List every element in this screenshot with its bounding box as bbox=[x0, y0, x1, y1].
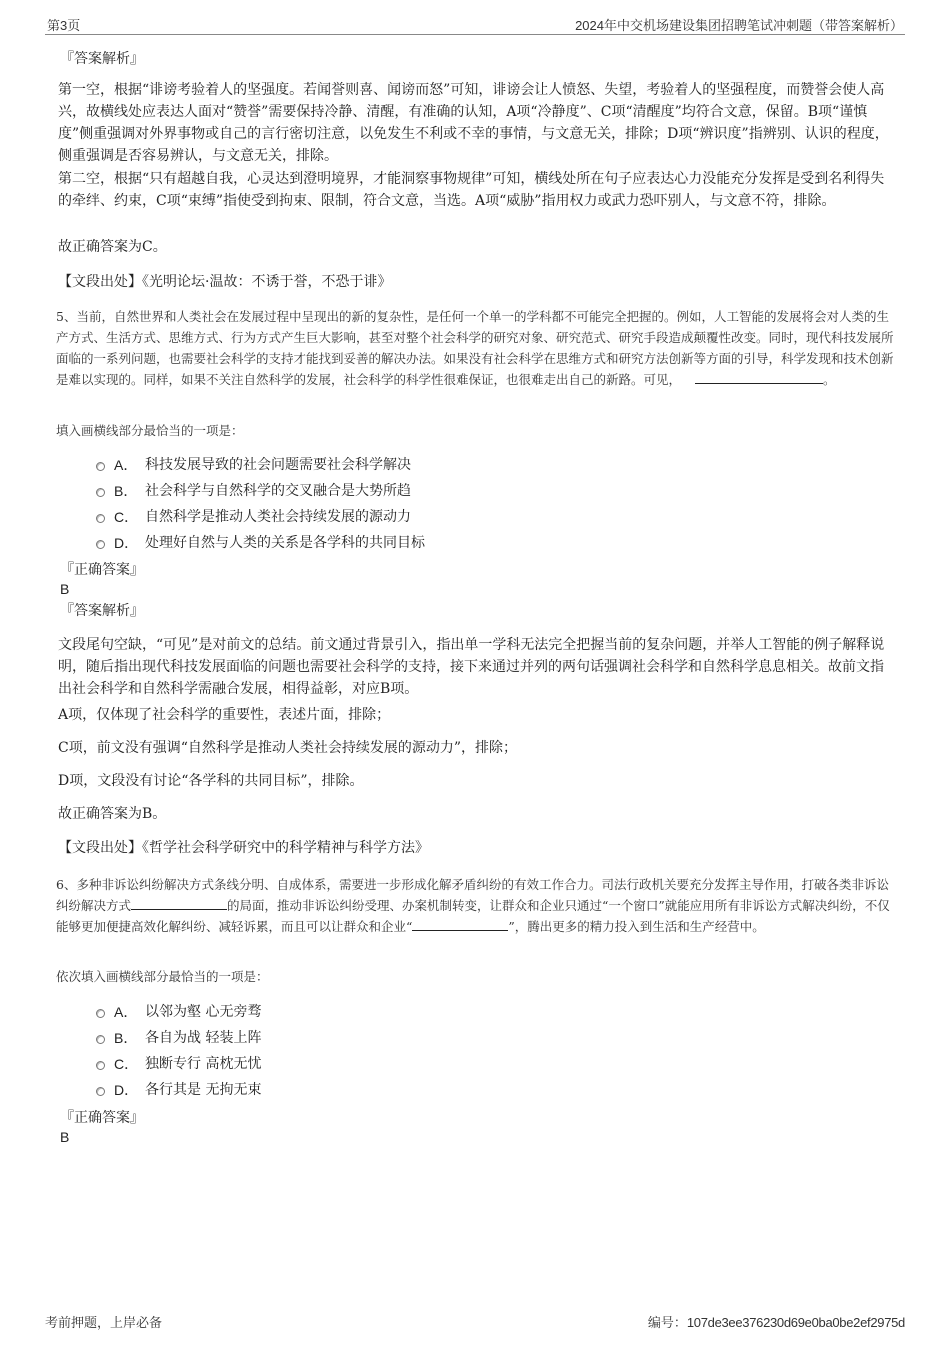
option-letter: D． bbox=[114, 535, 139, 551]
code-value: 107de3ee376230d69e0ba0be2ef2975d bbox=[686, 1315, 905, 1330]
option-b[interactable] bbox=[96, 481, 411, 501]
option-text: 各行其是 无拘无束 bbox=[145, 1082, 262, 1098]
radio-icon[interactable] bbox=[96, 488, 105, 497]
stem-text-end: 。 bbox=[823, 372, 836, 387]
analysis-paragraph: D项，文段没有讨论“各学科的共同目标”，排除。 bbox=[58, 773, 364, 789]
radio-icon[interactable] bbox=[96, 1087, 105, 1096]
option-text: 自然科学是推动人类社会持续发展的源动力 bbox=[145, 509, 411, 525]
conclusion-text: 故正确答案为C。 bbox=[58, 239, 167, 255]
option-b[interactable] bbox=[96, 1028, 261, 1048]
option-letter: C． bbox=[114, 509, 139, 525]
option-d[interactable] bbox=[96, 533, 425, 553]
conclusion-text: 故正确答案为B。 bbox=[58, 806, 167, 822]
analysis-paragraph: A项，仅体现了社会科学的重要性，表述片面，排除； bbox=[58, 707, 391, 723]
radio-icon[interactable] bbox=[96, 514, 105, 523]
radio-icon[interactable] bbox=[96, 1009, 105, 1018]
fill-blank bbox=[412, 916, 508, 931]
option-c[interactable] bbox=[96, 1054, 261, 1074]
analysis-paragraph: 第二空，根据“只有超越自我，心灵达到澄明境界，才能洞察事物规律”可知，横线处所在句子应表达心力没能充分发挥是受到名利得失的牵绊、约束，C项“束缚”指使受到拘束、限制，符合文意，当选。A项“威胁”指用权力或武力恐吓别人，与文意不符，排除。 bbox=[58, 171, 885, 209]
radio-icon[interactable] bbox=[96, 1061, 105, 1070]
code-label: 编号： bbox=[647, 1315, 687, 1330]
option-text: 以邻为壑 心无旁骛 bbox=[145, 1004, 262, 1020]
option-letter: A． bbox=[114, 457, 138, 473]
page-header bbox=[45, 14, 905, 35]
fill-blank bbox=[131, 895, 227, 910]
document-title: 2024年中交机场建设集团招聘笔试冲刺题（带答案解析） bbox=[575, 18, 903, 33]
correct-answer: B bbox=[60, 581, 70, 597]
option-letter: D． bbox=[114, 1082, 139, 1098]
option-letter: B． bbox=[114, 1030, 138, 1046]
correct-answer-label: 『正确答案』 bbox=[60, 1110, 144, 1126]
question-instruction: 填入画横线部分最恰当的一项是： bbox=[56, 423, 244, 438]
correct-answer: B bbox=[60, 1129, 70, 1145]
document-code bbox=[648, 1312, 905, 1331]
analysis-paragraph: C项，前文没有强调“自然科学是推动人类社会持续发展的源动力”，排除； bbox=[58, 740, 518, 756]
option-d[interactable] bbox=[96, 1080, 261, 1100]
option-text: 独断专行 高枕无忧 bbox=[145, 1056, 262, 1072]
fill-blank bbox=[695, 369, 823, 384]
analysis-label: 『答案解析』 bbox=[60, 51, 144, 67]
question-stem bbox=[56, 306, 894, 390]
correct-answer-label: 『正确答案』 bbox=[60, 562, 144, 578]
analysis-label: 『答案解析』 bbox=[60, 603, 144, 619]
question-instruction: 依次填入画横线部分最恰当的一项是： bbox=[56, 969, 269, 984]
option-text: 社会科学与自然科学的交叉融合是大势所趋 bbox=[145, 483, 411, 499]
stem-text: 5、当前，自然世界和人类社会在发展过程中呈现出的新的复杂性，是任何一个单一的学科都不可能完全把握的。例如，人工智能的发展将会对人类的生产方式、生活方式、思维方式、行为方式产生巨大影响，甚至对整个社会科学的研究对象、研究范式、研究手段造成颠覆性改变。同时，现代科技发展所面临的一系列问题，也需要社会科学的支持才能找到妥善的解决办法。如果没有社会科学在思维方式和研究方法创新等方面的引导，科学发现和技术创新是难以实现的。同样，如果不关注自然科学的发展，社会科学的科学性很难保证，也很难走出自己的新路。可见， bbox=[56, 309, 894, 387]
page-footer bbox=[45, 1310, 905, 1330]
option-letter: C． bbox=[114, 1056, 139, 1072]
option-a[interactable] bbox=[96, 1002, 261, 1022]
option-text: 科技发展导致的社会问题需要社会科学解决 bbox=[145, 457, 411, 473]
option-a[interactable] bbox=[96, 455, 411, 475]
option-letter: A． bbox=[114, 1004, 138, 1020]
analysis-paragraph: 第一空，根据“诽谤考验着人的坚强度。若闻誉则喜、闻谤而怒”可知，诽谤会让人愤怒、失望，考验着人的坚强程度，而赞誉会使人高兴，故横线处应表达人面对“赞誉”需要保持冷静、清醒，有准确的认知，A项“冷静度”、C项“清醒度”均符合文意，保留。B项“谨慎度”侧重强调对外界事物或自己的言行密切注意，以免发生不利或不幸的事情，与文意无关，排除；D项“辨识度”指辨别、认识的程度，侧重强调是否容易辨认，与文意无关，排除。 bbox=[58, 82, 889, 164]
source-citation: 【文段出处】《哲学社会科学研究中的科学精神与科学方法》 bbox=[58, 840, 429, 856]
radio-icon[interactable] bbox=[96, 462, 105, 471]
option-text: 各自为战 轻装上阵 bbox=[145, 1030, 262, 1046]
source-citation: 【文段出处】《光明论坛·温故：不诱于誉，不恐于诽》 bbox=[58, 274, 392, 290]
analysis-paragraph: 文段尾句空缺，“可见”是对前文的总结。前文通过背景引入，指出单一学科无法完全把握当前的复杂问题，并举人工智能的例子解释说明，随后指出现代科技发展面临的问题也需要社会科学的支持，接下来通过并列的两句话强调社会科学和自然科学息息相关。故前文指出社会科学和自然科学需融合发展，相得益彰，对应B项。 bbox=[58, 637, 885, 697]
page-number: 第3页 bbox=[47, 18, 81, 33]
radio-icon[interactable] bbox=[96, 1035, 105, 1044]
footer-slogan: 考前押题，上岸必备 bbox=[45, 1315, 163, 1330]
stem-text-end: ”，腾出更多的精力投入到生活和生产经营中。 bbox=[508, 919, 765, 934]
stem-text: 6、多种非诉讼纠纷解决方式条线分明、自成体系，需要进一步形成化解矛盾纠纷的有效工作合力。司法行政机关要充分发挥主导作用，打破各类非诉讼纠纷解决方式 bbox=[56, 877, 889, 913]
option-text: 处理好自然与人类的关系是各学科的共同目标 bbox=[145, 535, 425, 551]
radio-icon[interactable] bbox=[96, 540, 105, 549]
option-letter: B． bbox=[114, 483, 138, 499]
stem-text: 的局面，推动非诉讼纠纷受理、办案机制转变，让群众和企业只通过“一个窗口”就能应用所有非诉讼方式解决纠纷，不仅能够更加便捷高效化解纠纷、减轻诉累，而且可以让群众和企业“ bbox=[56, 898, 890, 934]
option-c[interactable] bbox=[96, 507, 411, 527]
question-stem bbox=[56, 874, 894, 937]
